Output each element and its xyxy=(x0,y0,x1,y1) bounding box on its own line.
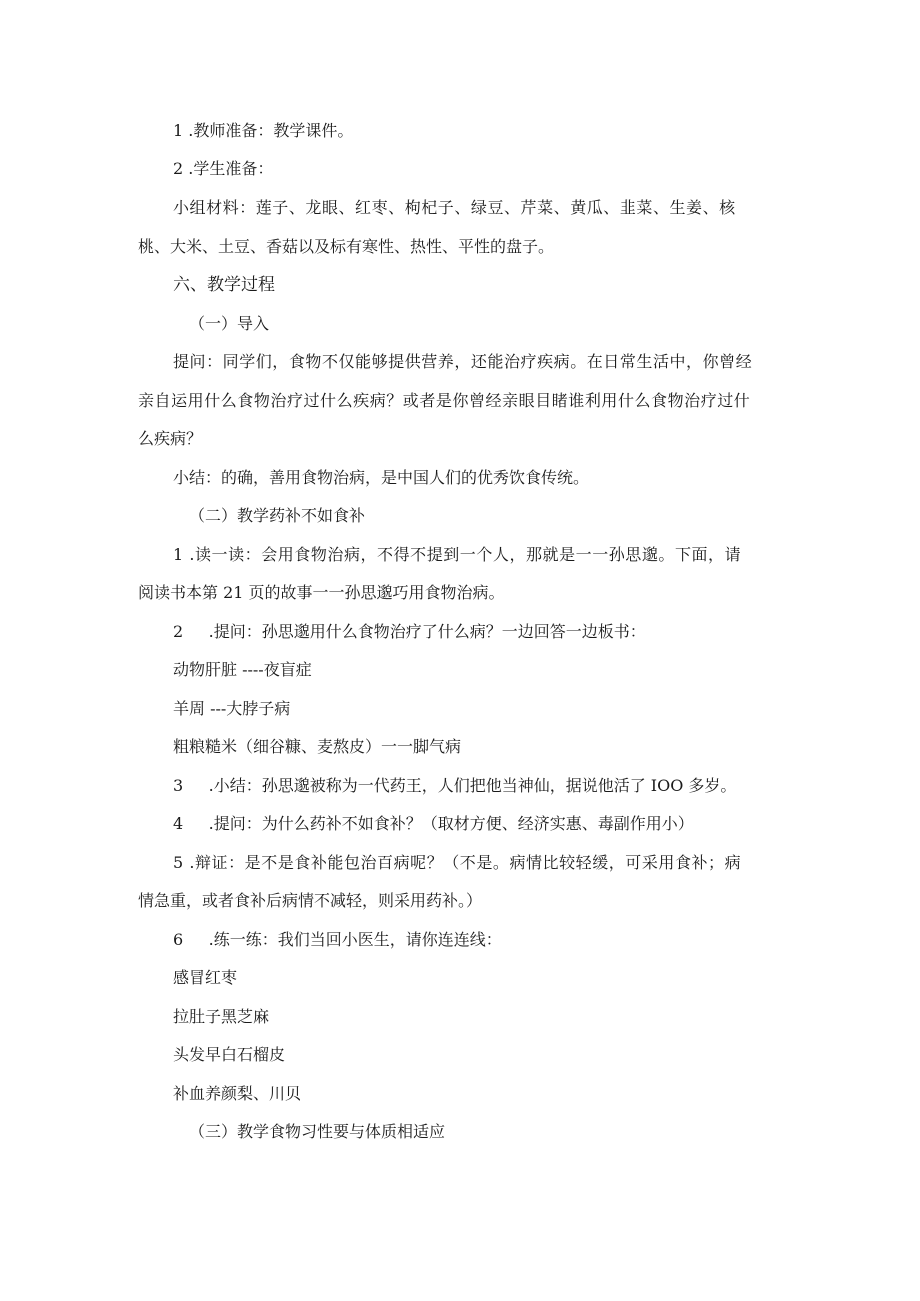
item-student-preparation: 2 .学生准备： xyxy=(173,159,274,178)
item-read-cont: 阅读书本第 21 页的故事一一孙思邈巧用食物治病。 xyxy=(138,583,505,602)
paragraph-group-materials-cont: 桃、大米、土豆、香菇以及标有寒性、热性、平性的盘子。 xyxy=(138,237,555,256)
item-ask: 2 .提问：孙思邈用什么食物治疗了什么病？一边回答一边板书： xyxy=(173,622,646,641)
paragraph-summary: 小结：的确，善用食物治病，是中国人们的优秀饮食传统。 xyxy=(173,468,590,487)
board-line-beriberi: 粗粮糙米（细谷糠、麦熬皮）一一脚气病 xyxy=(173,737,462,756)
item-summary-yaowang: 3 .小结：孙思邈被称为一代药王，人们把他当神仙，据说他活了 IOO 多岁。 xyxy=(173,776,737,795)
match-line-blood: 补血养颜梨、川贝 xyxy=(173,1084,302,1103)
subheading-food-and-constitution: （三）教学食物习性要与体质相适应 xyxy=(189,1122,446,1141)
paragraph-question-cont-2: 么疾病？ xyxy=(138,429,203,448)
item-read: 1 .读一读：会用食物治病，不得不提到一个人，那就是一一孙思邈。下面，请 xyxy=(173,545,742,564)
board-line-liver: 动物肝脏 ----夜盲症 xyxy=(173,660,312,679)
item-debate-cont: 情急重，或者食补后病情不减轻，则采用药补。） xyxy=(138,891,483,910)
subheading-medicine-vs-food: （二）教学药补不如食补 xyxy=(189,506,366,525)
paragraph-question-cont: 亲自运用什么食物治疗过什么疾病？或者是你曾经亲眼目睹谁利用什么食物治疗过什 xyxy=(138,391,751,410)
paragraph-question: 提问：同学们，食物不仅能够提供营养，还能治疗疾病。在日常生活中，你曾经 xyxy=(173,352,753,371)
item-ask-why: 4 .提问：为什么药补不如食补？（取材方便、经济实惠、毒副作用小） xyxy=(173,814,694,833)
subheading-introduction: （一）导入 xyxy=(189,314,270,333)
match-line-diarrhea: 拉肚子黑芝麻 xyxy=(173,1007,270,1026)
paragraph-group-materials: 小组材料：莲子、龙眼、红枣、枸杞子、绿豆、芹菜、黄瓜、韭菜、生姜、核 xyxy=(173,198,736,217)
item-practice: 6 .练一练：我们当回小医生，请你连连线： xyxy=(173,930,502,949)
item-debate: 5 .辩证：是不是食补能包治百病呢？（不是。病情比较轻缓，可采用食补；病 xyxy=(173,853,742,872)
item-teacher-preparation: 1 .教师准备：教学课件。 xyxy=(173,121,354,140)
match-line-grey-hair: 头发早白石榴皮 xyxy=(173,1045,286,1064)
section-heading-teaching-process: 六、教学过程 xyxy=(173,275,275,295)
board-line-goitre: 羊周 ---大脖子病 xyxy=(173,699,291,718)
match-line-cold: 感冒红枣 xyxy=(173,968,238,987)
